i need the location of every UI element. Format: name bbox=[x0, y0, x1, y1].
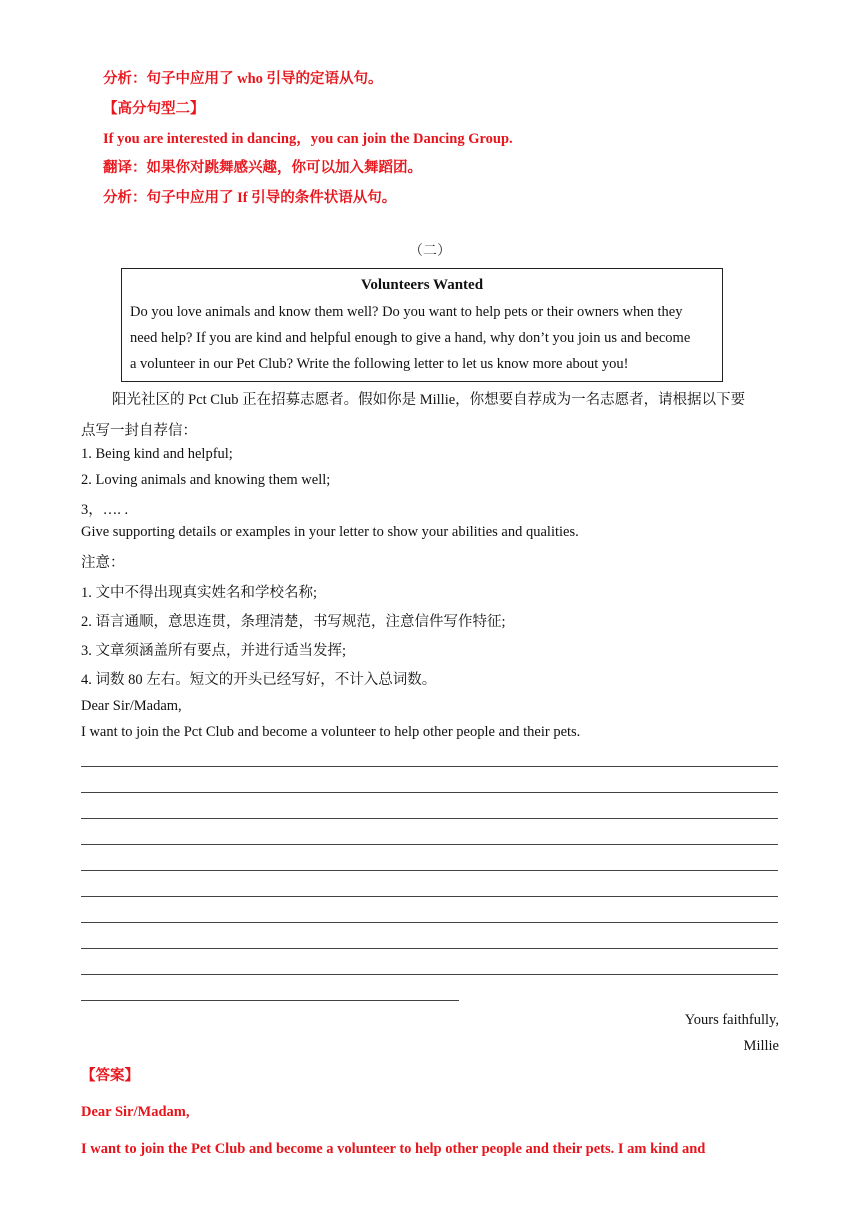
note-item: 1. 文中不得出现真实姓名和学校名称; bbox=[81, 585, 318, 601]
note-item: 3. 文章须涵盖所有要点，并进行适当发挥; bbox=[81, 643, 347, 659]
notice-line: Do you love animals and know them well? Do you want to help pets or their owners when they bbox=[130, 304, 683, 320]
translation-line: 翻译：如果你对跳舞感兴趣，你可以加入舞蹈团。 bbox=[103, 160, 422, 176]
writing-line[interactable] bbox=[81, 818, 778, 819]
task-intro: 阳光社区的 Pct Club 正在招募志愿者。假如你是 Millie，你想要自荐成为一名志愿者，请根据以下要 bbox=[112, 392, 746, 408]
writing-line[interactable] bbox=[81, 974, 778, 975]
task-intro-cont: 点写一封自荐信： bbox=[81, 423, 197, 439]
notice-title: Volunteers Wanted bbox=[360, 277, 484, 293]
notice-line: need help? If you are kind and helpful enough to give a hand, why don’t you join us and become bbox=[130, 330, 691, 346]
writing-line[interactable] bbox=[81, 766, 778, 767]
writing-line[interactable] bbox=[81, 922, 778, 923]
task-support: Give supporting details or examples in your letter to show your abilities and qualities. bbox=[81, 524, 579, 540]
task-point: 3，…. . bbox=[81, 502, 129, 518]
task-point: 1. Being kind and helpful; bbox=[81, 446, 233, 462]
letter-salutation: Dear Sir/Madam, bbox=[81, 698, 182, 714]
answer-label: 【答案】 bbox=[81, 1068, 139, 1084]
letter-signature: Millie bbox=[743, 1038, 779, 1054]
letter-closing: Yours faithfully, bbox=[684, 1012, 779, 1028]
answer-salutation: Dear Sir/Madam, bbox=[81, 1104, 190, 1120]
notice-box bbox=[121, 268, 723, 382]
high-score-pattern-heading: 【高分句型二】 bbox=[103, 101, 205, 117]
notice-line: a volunteer in our Pet Club? Write the following letter to let us know more about you! bbox=[130, 356, 629, 372]
section-number: （二） bbox=[409, 244, 451, 259]
note-item: 2. 语言通顺，意思连贯，条理清楚，书写规范，注意信件写作特征; bbox=[81, 614, 506, 630]
writing-line[interactable] bbox=[81, 948, 778, 949]
writing-line[interactable] bbox=[81, 844, 778, 845]
analysis-line-if: 分析：句子中应用了 If 引导的条件状语从句。 bbox=[103, 190, 397, 206]
analysis-line-who: 分析：句子中应用了 who 引导的定语从句。 bbox=[103, 71, 383, 87]
writing-line[interactable] bbox=[81, 870, 778, 871]
writing-line[interactable] bbox=[81, 896, 778, 897]
notes-title: 注意： bbox=[81, 555, 125, 571]
writing-line-short[interactable] bbox=[81, 1000, 459, 1001]
example-sentence: If you are interested in dancing，you can join the Dancing Group. bbox=[103, 131, 513, 147]
writing-line[interactable] bbox=[81, 792, 778, 793]
answer-line: I want to join the Pet Club and become a volunteer to help other people and their pets. I am kind and bbox=[81, 1141, 706, 1157]
task-point: 2. Loving animals and knowing them well; bbox=[81, 472, 331, 488]
note-item: 4. 词数 80 左右。短文的开头已经写好，不计入总词数。 bbox=[81, 672, 437, 688]
letter-opening: I want to join the Pct Club and become a volunteer to help other people and their pets. bbox=[81, 724, 581, 740]
